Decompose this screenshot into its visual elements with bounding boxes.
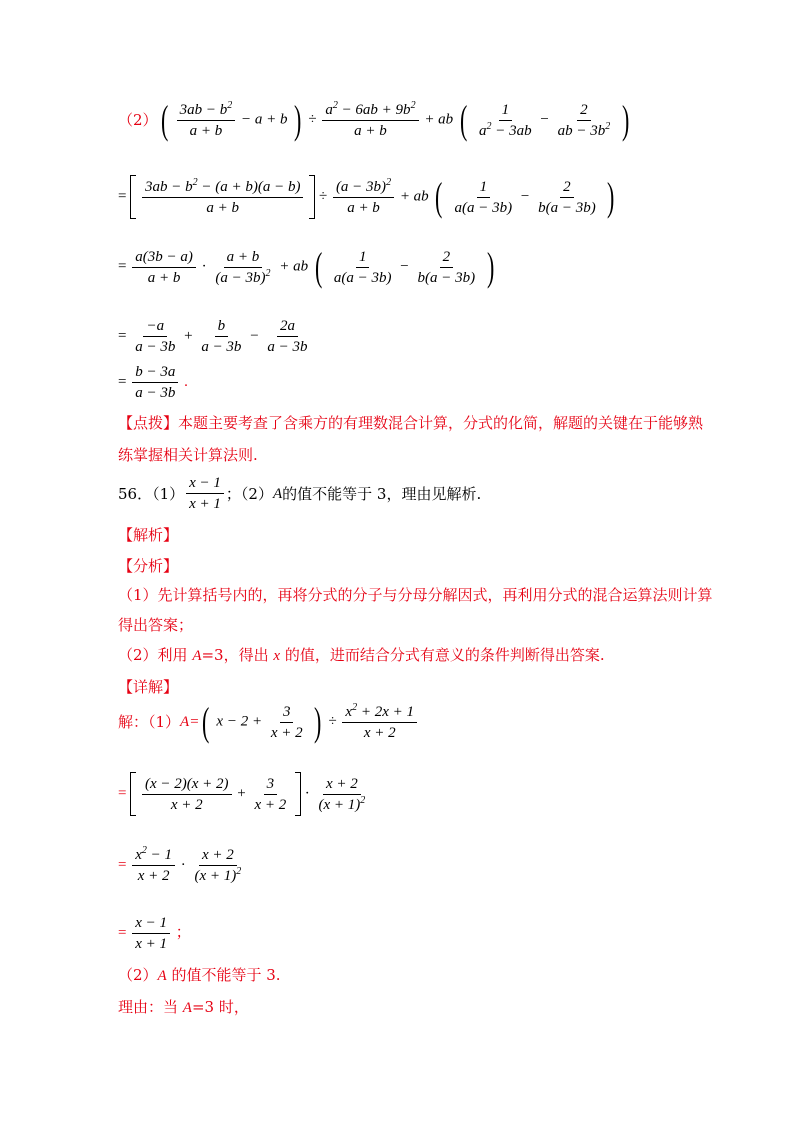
fenxi-line-2: 得出答案； bbox=[118, 616, 194, 634]
fenxi-line-3: （2）利用 A=3，得出 x 的值，进而结合分式有意义的条件判断得出答案. bbox=[118, 646, 605, 664]
fraction: $\frac{x - 1}{x + 1}$ bbox=[132, 914, 170, 953]
paren-left: ( bbox=[160, 97, 168, 142]
fraction: $\frac{3ab - b^2}{a + b}$ bbox=[177, 101, 236, 140]
expr-part2-original: （2） ( $\frac{3ab - b^2}{a + b}$ − a + b ) ÷ $\frac{a^2 - 6ab + 9b^2}{a + b}$ + ab ( $\frac{1}{a^2 - 3ab}$ − $\frac{2}{ab - 3b^2}$ ) bbox=[118, 97, 630, 142]
q56-number: 56．（1） bbox=[118, 484, 185, 503]
part2-conclusion: （2）A 的值不能等于 3. bbox=[118, 966, 281, 984]
dianbo-label: 【点拨】 bbox=[118, 414, 179, 432]
fraction: $\frac{a(3b - a)}{a + b}$ bbox=[132, 248, 196, 287]
fraction: $\frac{2}{b(a - 3b)}$ bbox=[417, 248, 476, 286]
fraction: $\frac{b}{a - 3b}$ bbox=[201, 318, 242, 355]
fraction: $\frac{x - 1}{x + 1}$ bbox=[186, 474, 224, 513]
solution-step-4: = $\frac{x - 1}{x + 1}$ ； bbox=[118, 915, 191, 952]
fraction: $\frac{x^2 + 2x + 1}{x + 2}$ bbox=[342, 703, 417, 742]
fraction: $\frac{b - 3a}{a - 3b}$ bbox=[132, 363, 178, 402]
expr-step-2: = $\frac{a(3b - a)}{a + b}$ · $\frac{a + b}{(a - 3b)^2}$ + ab ( $\frac{1}{a(a - 3b)}$ − $\frac{2}{b(a - 3b)}$ ) bbox=[118, 244, 495, 289]
solution-step-2: = $\frac{(x - 2)(x + 2)}{x + 2}$ + $\frac{3}{x + 2}$ · $\frac{x + 2}{(x + 1)^2}$ bbox=[118, 772, 370, 816]
paren-right: ) bbox=[294, 97, 302, 142]
fenxi-line-1: （1）先计算括号内的，再将分式的分子与分母分解因式，再利用分式的混合运算法则计算 bbox=[118, 586, 713, 604]
dianbo-line-2: 练掌握相关计算法则. bbox=[118, 446, 258, 464]
fraction: $\frac{3}{x + 2}$ bbox=[270, 703, 303, 741]
fraction: $\frac{2}{b(a - 3b)}$ bbox=[538, 178, 596, 216]
expr-step-1: = $\frac{3ab - b^2 - (a + b)(a - b)}{a + b}$ ÷ $\frac{(a - 3b)^2}{a + b}$ + ab ( $\frac{1}{a(a - 3b)}$ − $\frac{2}{b(a - 3b)}$ ) bbox=[118, 174, 615, 219]
solution-step-1: 解：（1） A= ( x − 2 + $\frac{3}{x + 2}$ ) ÷ $\frac{x^2 + 2x + 1}{x + 2}$ bbox=[118, 702, 419, 742]
fraction: $\frac{x + 2}{(x + 1)^2}$ bbox=[318, 775, 366, 813]
fraction: $\frac{1}{a^2 - 3ab}$ bbox=[479, 101, 532, 139]
reason-line: 理由：当 A=3 时， bbox=[118, 998, 249, 1016]
fraction: $\frac{a^2 - 6ab + 9b^2}{a + b}$ bbox=[322, 101, 418, 140]
dianbo-line-1: 【点拨】本题主要考查了含乘方的有理数混合计算，分式的化简，解题的关键在于能够熟 bbox=[118, 414, 704, 432]
expr-step-3: = $\frac{-a}{a - 3b}$ + $\frac{b}{a - 3b}$ − $\frac{2a}{a - 3b}$ bbox=[118, 317, 313, 356]
fraction: $\frac{3ab - b^2 - (a + b)(a - b)}{a + b}$ bbox=[142, 178, 303, 217]
fraction: $\frac{(a - 3b)^2}{a + b}$ bbox=[333, 178, 394, 217]
part2-label: （2） bbox=[118, 111, 158, 129]
fraction: $\frac{-a}{a - 3b}$ bbox=[135, 318, 176, 355]
fraction: $\frac{x^2 - 1}{x + 2}$ bbox=[132, 846, 175, 885]
xiangjie-heading: 【详解】 bbox=[118, 678, 179, 696]
fraction: $\frac{a + b}{(a - 3b)^2}$ bbox=[215, 248, 271, 286]
solution-step-3: = $\frac{x^2 - 1}{x + 2}$ · $\frac{x + 2}{(x + 1)^2}$ bbox=[118, 846, 246, 885]
fraction: $\frac{(x - 2)(x + 2)}{x + 2}$ bbox=[142, 775, 232, 814]
q56-answer: 56．（1） $\frac{x - 1}{x + 1}$ ；（2） A 的值不能等于 3，理由见解析. bbox=[118, 475, 482, 512]
fenxi-heading: 【分析】 bbox=[118, 557, 179, 575]
fraction: $\frac{1}{a(a - 3b)}$ bbox=[454, 178, 513, 216]
fraction: $\frac{x + 2}{(x + 1)^2}$ bbox=[194, 847, 242, 884]
fraction: $\frac{3}{x + 2}$ bbox=[254, 775, 287, 813]
expr-result: = $\frac{b - 3a}{a - 3b}$ . bbox=[118, 364, 188, 401]
fraction: $\frac{1}{a(a - 3b)}$ bbox=[333, 248, 392, 286]
fraction: $\frac{2}{ab - 3b^2}$ bbox=[557, 101, 611, 139]
fraction: $\frac{2a}{a - 3b}$ bbox=[267, 318, 308, 355]
jiexi-heading: 【解析】 bbox=[118, 526, 179, 544]
